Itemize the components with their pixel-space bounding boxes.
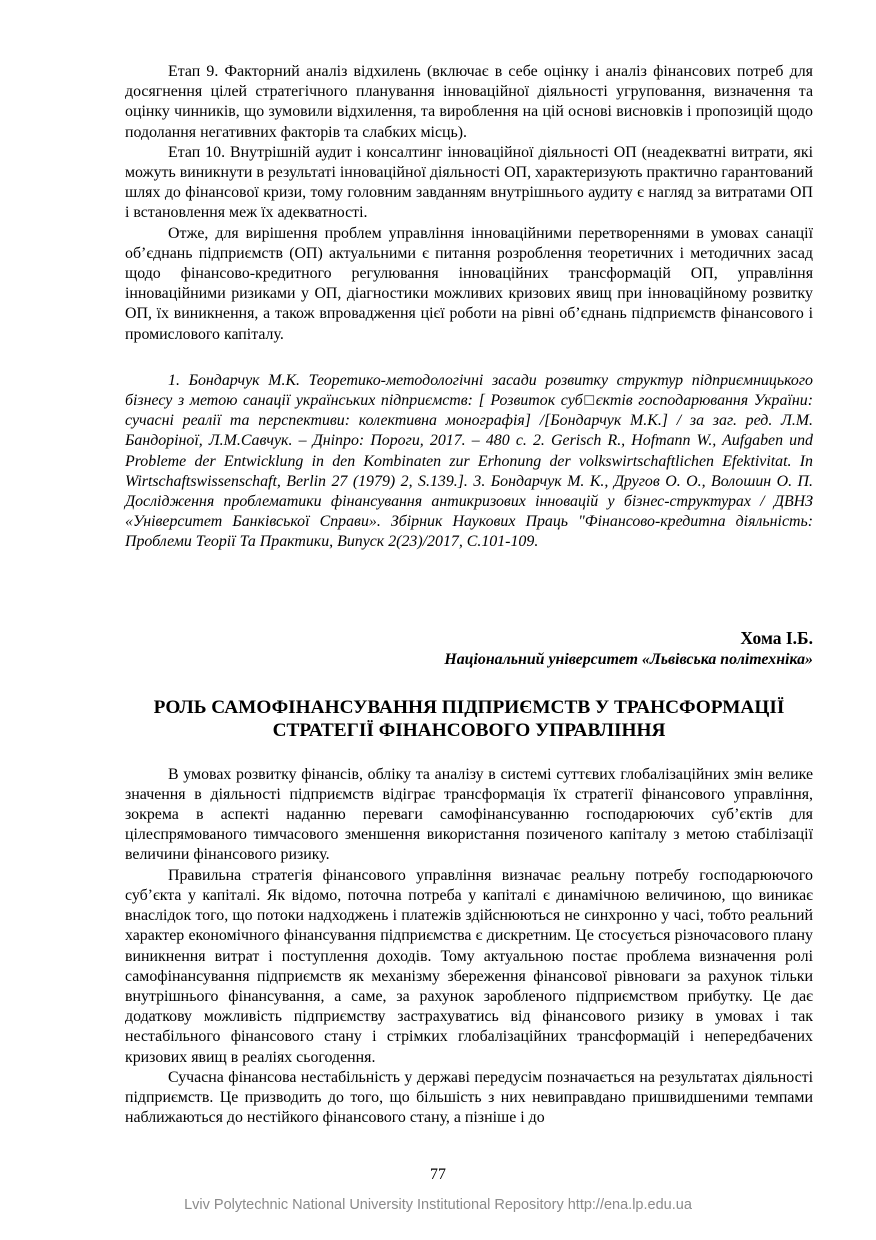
paragraph-conclusion: Отже, для вирішення проблем управління інноваційними перетвореннями в умовах санації об’єднань підприємств (ОП) актуальними є питання розроблення теоретичних і методичних засад щодо фінансово-кредитного регулювання інноваційних трансформацій ОП, управління інноваційними ризиками у ОП, діагностики можливих кризових явищ при інноваційному розвитку ОП, їх виникнення, а також впровадження цієї роботи на рівні об’єднань підприємств фінансового і промислового капіталу. bbox=[125, 224, 813, 343]
author-name: Хома І.Б. bbox=[740, 627, 813, 648]
page-content bbox=[125, 62, 813, 1128]
article-title-line-1: РОЛЬ САМОФІНАНСУВАННЯ ПІДПРИЄМСТВ У ТРАНСФОРМАЦІЇ bbox=[153, 696, 785, 718]
article-paragraph-3: Сучасна фінансова нестабільність у державі передусім позначається на результатах діяльності підприємств. Це призводить до того, що більшість з них невиправдано пришвидшеними темпами наближаються до нестійкого фінансового стану, а пізніше і до bbox=[125, 1068, 813, 1127]
paragraph-stage-10: Етап 10. Внутрішній аудит і консалтинг інноваційної діяльності ОП (неадекватні витрати, які можуть виникнути в результаті інноваційної діяльності ОП, характеризують практично гарантований шлях до фінансової кризи, тому головним завданням внутрішнього аудиту є нагляд за витратами ОП і встановлення меж їх адекватності. bbox=[125, 143, 813, 222]
repository-footer: Lviv Polytechnic National University Institutional Repository http://ena.lp.edu.ua bbox=[184, 1197, 692, 1213]
author-affiliation: Національний університет «Львівська політехніка» bbox=[444, 650, 813, 668]
page-number: 77 bbox=[430, 1166, 446, 1183]
article-title-line-2: СТРАТЕГІЇ ФІНАНСОВОГО УПРАВЛІННЯ bbox=[272, 720, 666, 742]
article-title bbox=[125, 696, 813, 743]
references-list: 1. Бондарчук М.К. Теоретико-методологічні засади розвитку структур підприємницького бізнесу з метою санації українських підприємств: [ Розвиток суб□єктів господарювання України: сучасні реалії та перспективи: колективна монографія] /[Бондарчук М.К.] / за заг. ред. Л.М. Бандоріної, Л.М.Савчук. – Дніпро: Пороги, 2017. – 480 с. 2. Gerisch R., Hofmann W., Aufgaben und Probleme der Entwicklung in den Kombinaten zur Erhonung der volkswirtschaftlichen Efektivitat. In Wirtschaftswissenschaft, Berlin 27 (1979) 2, S.139.]. 3. Бондарчук М. К., Другов О. О., Волошин О. П. Дослідження проблематики фінансування антикризових інновацій у бізнес-структурах / ДВНЗ «Університет Банківської Справи». Збірник Наукових Праць "Фінансово-кредитна діяльність: Проблеми Теорії Та Практики, Випуск 2(23)/2017, С.101-109. bbox=[125, 371, 813, 551]
paragraph-stage-9: Етап 9. Факторний аналіз відхилень (включає в себе оцінку і аналіз фінансових потреб для досягнення цілей стратегічного планування інноваційної діяльності угруповання, визначення та оцінку чинників, що зумовили відхилення, та вироблення на цій основі висновків і пропозицій щодо подолання негативних факторів та слабких місць). bbox=[125, 63, 813, 141]
author-block bbox=[125, 627, 813, 670]
article-paragraph-1: В умовах розвитку фінансів, обліку та аналізу в системі суттєвих глобалізаційних змін велике значення в діяльності підприємств відіграє трансформація їх стратегії фінансового управління, зокрема в аспекті наданню переваги самофінансуванню господарюючих суб’єктів для цілеспрямованого тимчасового зменшення використання позиченого капіталу з метою стабілізації величини фінансового ризику. bbox=[125, 765, 813, 864]
article-paragraph-2: Правильна стратегія фінансового управління визначає реальну потребу господарюючого суб’єкта у капіталі. Як відомо, поточна потреба у капіталі є динамічною величиною, що виникає внаслідок того, що потоки надходжень і платежів здійснюються не синхронно у часі, тобто реальний характер економічного фінансування підприємства є дискретним. Це стосується різночасового плану виникнення витрат і поступлення доходів. Тому актуальною постає проблема визначення ролі самофінансування підприємств як механізму збереження фінансової рівноваги за рахунок тільки внутрішнього фінансування, а саме, за рахунок заробленого підприємством прибутку. Це дає додаткову можливість підприємству застрахуватись від фінансового ризику в умовах і так нестабільного фінансового стану і стрімких глобалізаційних трансформацій і непередбачених кризових явищ в реаліях сьогодення. bbox=[125, 866, 813, 1066]
